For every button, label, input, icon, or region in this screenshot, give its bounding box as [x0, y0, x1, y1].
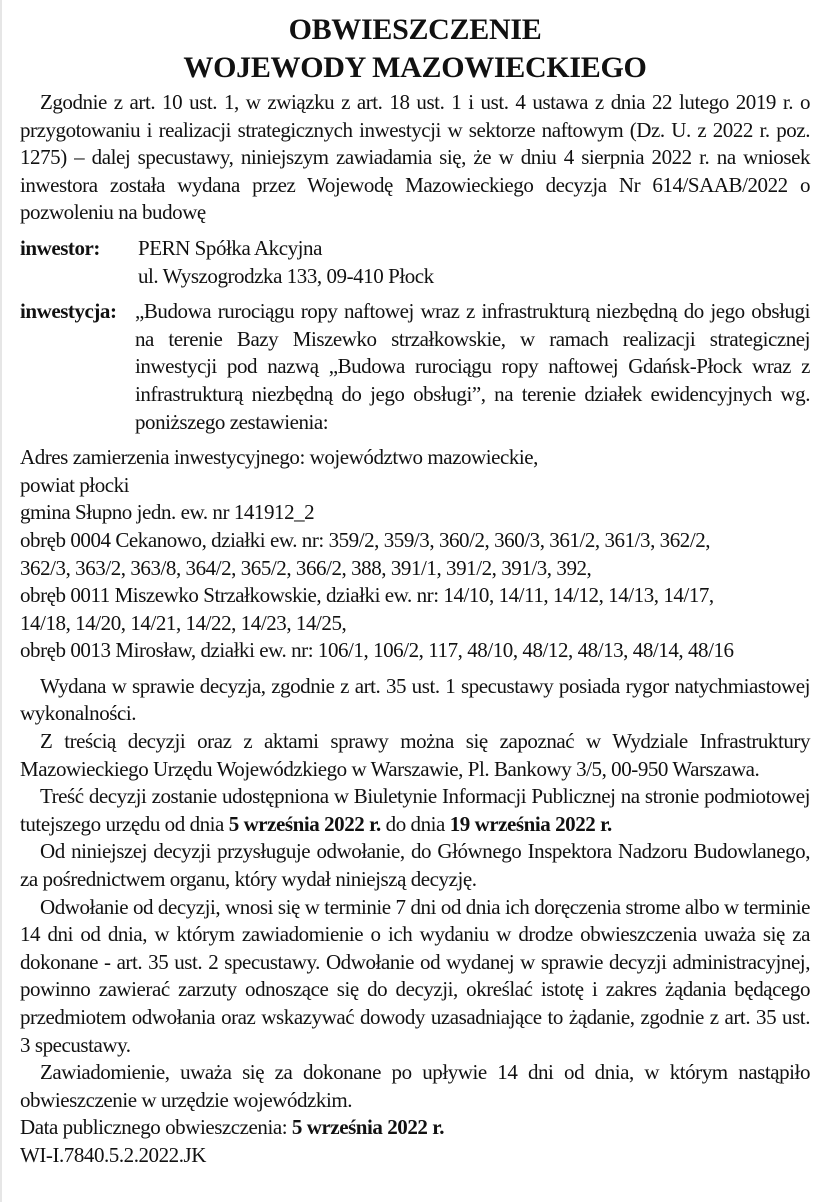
location-line: obręb 0013 Mirosław, działki ew. nr: 106/1, 106/2, 117, 48/10, 48/12, 48/13, 48/14, 48/16 [20, 638, 734, 663]
appeal-paragraph: Od niniejszej decyzji przysługuje odwołanie, do Głównego Inspektora Nadzoru Budowlanego, za pośrednictwem organu, który wydał niniejszą decyzję. [20, 839, 810, 892]
location-line: 14/18, 14/20, 14/21, 14/22, 14/23, 14/25, [20, 610, 347, 635]
publication-date-value: 5 września 2022 r. [291, 1115, 444, 1140]
location-line: obręb 0011 Miszewko Strzałkowskie, działki ew. nr: 14/10, 14/11, 14/12, 14/13, 14/17, [20, 583, 714, 608]
publication-date-label: Data publicznego obwieszczenia: [20, 1115, 292, 1140]
investor-name: PERN Spółka Akcyjna [138, 235, 322, 260]
investor-label: inwestor: [20, 235, 100, 260]
notice-header [20, 0, 810, 87]
notice-paragraph: Zawiadomienie, uważa się za dokonane po upływie 14 dni od dnia, w którym nastąpiło obwieszczenie w urzędzie wojewódzkim. [20, 1060, 810, 1112]
bip-date-to: 19 września 2022 r. [449, 811, 612, 836]
location-line: powiat płocki [20, 472, 130, 497]
investment-label: inwestycja: [20, 299, 117, 324]
location-line: Adres zamierzenia inwestycyjnego: województwo mazowieckie, [20, 445, 538, 470]
bip-paragraph [20, 783, 810, 838]
location-line: gmina Słupno jedn. ew. nr 141912_2 [20, 500, 315, 525]
bip-text-mid: do dnia [380, 811, 450, 836]
investment-block [20, 298, 810, 436]
location-line: obręb 0004 Cekanowo, działki ew. nr: 359/2, 359/3, 360/2, 360/3, 361/2, 361/3, 362/2, [20, 527, 711, 552]
appeal-terms-paragraph: Odwołanie od decyzji, wnosi się w terminie 7 dni od dnia ich doręczenia strome albo w terminie 14 dni od dnia, w którym zawiadomienie o ich wydaniu w drodze obwieszczenia uważa się za dokonane - art. 35 ust. 2 specustawy. Odwołanie od wydanej w sprawie decyzji administracyjnej, powinno zawierać zarzuty odnoszące się do decyzji, określać istotę i zakres żądania będącego przedmiotem odwołania oraz wskazywać dowody uzasadniające to żądanie, zgodnie z art. 35 ust. 3 specustawy. [20, 894, 810, 1057]
location-list [20, 444, 810, 665]
title-line-1: OBWIESZCZENIE [288, 13, 542, 46]
title-line-2: WOJEWODY MAZOWIECKIEGO [183, 51, 647, 84]
intro-paragraph: Zgodnie z art. 10 ust. 1, w związku z art. 18 ust. 1 i ust. 4 ustawa z dnia 22 lutego 2019 r. o przygotowaniu i realizacji strategicznych inwestycji w sektorze naftowym (Dz. U. z 2022 r. poz. 1275) – dalej specustawy, niniejszym zawiadamia się, że w dniu 4 sierpnia 2022 r. na wniosek inwestora została wydana przez Wojewodę Mazowieckiego decyzja Nr 614/SAAB/2022 o pozwoleniu na budowę [20, 90, 810, 225]
bip-date-from: 5 września 2022 r. [228, 811, 381, 836]
investor-block [20, 235, 810, 290]
rigor-paragraph: Wydana w sprawie decyzja, zgodnie z art. 35 ust. 1 specustawy posiada rygor natychmiastowej wykonalności. [20, 673, 810, 726]
notice-document [20, 0, 810, 1170]
reference-number: WI-I.7840.5.2.2022.JK [20, 1142, 206, 1167]
page-edge [0, 0, 2, 1202]
investor-address: ul. Wyszogrodzka 133, 09-410 Płock [138, 263, 434, 288]
access-paragraph: Z treścią decyzji oraz z aktami sprawy można się zapoznać w Wydziale Infrastruktury Mazowieckiego Urzędu Wojewódzkiego w Warszawie, Pl. Bankowy 3/5, 00-950 Warszawa. [20, 729, 810, 781]
investment-description: „Budowa rurociągu ropy naftowej wraz z infrastrukturą niezbędną do jego obsługi na terenie Bazy Miszewko strzałkowskie, w ramach realizacji strategicznej inwestycji pod nazwą „Budowa rurociągu ropy naftowej Gdańsk-Płock wraz z infrastrukturą niezbędną do jego obsługi”, na terenie działek ewidencyjnych wg. poniższego zestawienia: [135, 299, 810, 434]
location-line: 362/3, 363/2, 363/8, 364/2, 365/2, 366/2, 388, 391/1, 391/2, 391/3, 392, [20, 555, 592, 580]
bip-text-start: Treść decyzji zostanie udostępniona w Biuletynie Informacji Publicznej na stronie podmiotowej tutejszego urzędu od dnia [20, 784, 810, 836]
investor-details [138, 235, 810, 290]
publication-date [20, 1114, 810, 1142]
